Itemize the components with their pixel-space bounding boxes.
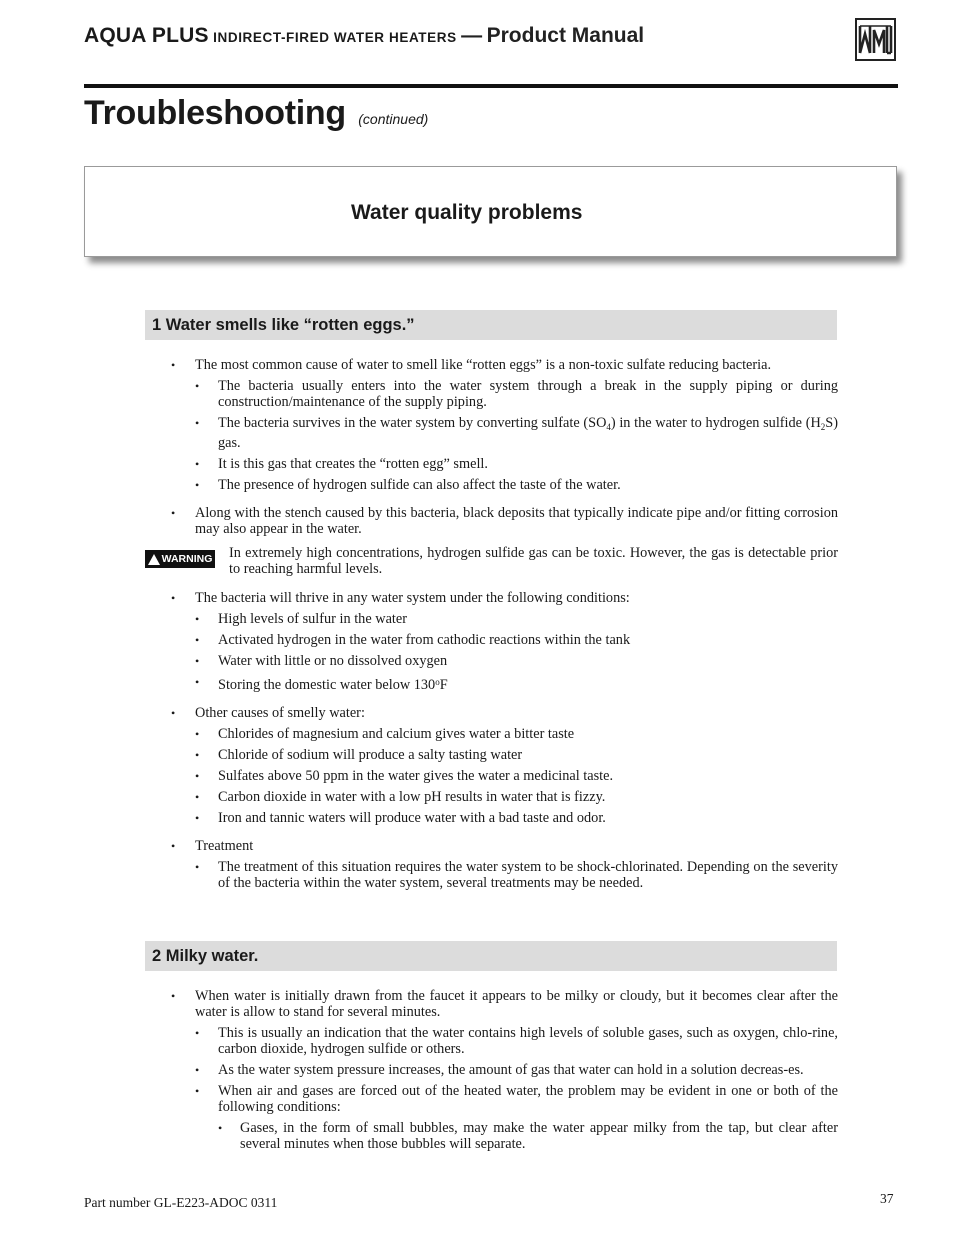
sub-list [195, 611, 838, 693]
list-item: • Carbon dioxide in water with a low pH results in water that is fizzy. [195, 789, 838, 805]
list-item: • Treatment • The treatment of this situation requires the water system to be shock-chlorinated. Depending on the severity of the bacteria within the water system, several treatments may be needed. [171, 838, 838, 891]
part-number: Part number GL-E223-ADOC 0311 [84, 1195, 278, 1210]
list-item: • Chloride of sodium will produce a salty tasting water [195, 747, 838, 763]
list-item: • This is usually an indication that the water contains high levels of soluble gases, such as oxygen, chlo-rine, carbon dioxide, hydrogen sulfide or others. [195, 1025, 838, 1057]
running-header [84, 24, 784, 54]
brand-subtitle: INDIRECT-FIRED WATER HEATERS [213, 30, 457, 45]
list-item: • Chlorides of magnesium and calcium gives water a bitter taste [195, 726, 838, 742]
list-item: • When air and gases are forced out of the heated water, the problem may be evident in one or both of the following conditions: • Gases, in the form of small bubbles, may make the water appear milky from the tap, but clear after several minutes when those bubbles will separate. [195, 1083, 838, 1152]
list-item: • When water is initially drawn from the faucet it appears to be milky or cloudy, but it becomes clear after the water is allow to stand for several minutes. • This is usually an indication that the water contains high levels of soluble gases, such as oxygen, chlo-rine, carbon dioxide, hydrogen sulfide or others. • As the water system pressure increases, the amount of gas that water can hold in a solution decreas-es. • When air and gases are forced out of the heated water, the problem may be evident in one or both of the following conditions: • Gases, in the form of small bubbles, may make the water appear milky from the tap, but clear after several minutes when those bubbles will separate. [171, 988, 838, 1152]
page-title-continued: (continued) [358, 111, 429, 127]
list-item: • Other causes of smelly water: • Chlorides of magnesium and calcium gives water a bitter taste • Chloride of sodium will produce a salty tasting water • Sulfates above 50 ppm in the water gives the water a medicinal taste. • Carbon dioxide in water with a low pH results in water that is fizzy. • Iron and tannic waters will produce water with a bad taste and odor. [171, 705, 838, 826]
list-item: • Water with little or no dissolved oxygen [195, 653, 838, 669]
header-rule [84, 84, 898, 88]
list-item: • The treatment of this situation requires the water system to be shock-chlorinated. Depending on the severity of the bacteria within the water system, several treatments may be needed. [195, 859, 838, 891]
problem-2-heading: 2 Milky water. [145, 941, 837, 971]
section-title: Water quality problems [351, 201, 583, 224]
section-title-box [84, 166, 897, 257]
problem-1-list-b [171, 590, 838, 903]
list-item: • Gases, in the form of small bubbles, may make the water appear milky from the tap, but clear after several minutes when those bubbles will separate. [218, 1120, 838, 1152]
sub-list [195, 1025, 838, 1152]
sub-list [195, 378, 838, 493]
brand-name: AQUA PLUS [84, 24, 209, 47]
list-item: • The bacteria survives in the water system by converting sulfate $(SO_4)$ in the water to hydrogen sulfide $(H_2S)$ gas. [195, 415, 838, 451]
list-item: • Along with the stench caused by this bacteria, black deposits that typically indicate pipe and/or fitting corrosion may also appear in the water. [171, 505, 838, 537]
warning-triangle-icon [148, 554, 160, 565]
page-title-main: Troubleshooting [84, 94, 346, 132]
problem-1-heading: 1 Water smells like “rotten eggs.” [145, 310, 837, 340]
sub-sub-list [218, 1120, 838, 1152]
list-item: • Sulfates above 50 ppm in the water gives the water a medicinal taste. [195, 768, 838, 784]
list-item: • As the water system pressure increases, the amount of gas that water can hold in a solution decreas-es. [195, 1062, 838, 1078]
problem-1-list-a [171, 357, 838, 549]
warning-text: In extremely high concentrations, hydrogen sulfide gas can be toxic. However, the gas is detectable prior to reaching harmful levels. [229, 545, 838, 577]
list-item: • The presence of hydrogen sulfide can also affect the taste of the water. [195, 477, 838, 493]
list-item: • Iron and tannic waters will produce water with a bad taste and odor. [195, 810, 838, 826]
page-title [84, 94, 428, 133]
list-item: • The most common cause of water to smell like “rotten eggs” is a non-toxic sulfate reducing bacteria. • The bacteria usually enters into the water system through a break in the supply piping or during construction/maintenance of the supply piping. • The bacteria survives in the water system by converting sulfate $(SO_4)$ in the water to hydrogen sulfide $(H_2S)$ gas. • It is this gas that creates the “rotten egg” smell. • The presence of hydrogen sulfide can also affect the taste of the water. [171, 357, 838, 493]
header-dash: — [461, 24, 483, 47]
sub-list [195, 859, 838, 891]
warning-badge: WARNING [145, 550, 215, 568]
sub-list [195, 726, 838, 826]
list-item: • The bacteria usually enters into the water system through a break in the supply piping or during construction/maintenance of the supply piping. [195, 378, 838, 410]
list-item: • Storing the domestic water below 130$^o$F [195, 674, 838, 693]
problem-2-list [171, 988, 838, 1164]
list-item: • Activated hydrogen in the water from cathodic reactions within the tank [195, 632, 838, 648]
list-item: • The bacteria will thrive in any water system under the following conditions: • High levels of sulfur in the water • Activated hydrogen in the water from cathodic reactions within the tank • Water with little or no dissolved oxygen • Storing the domestic water below 130$^o$F [171, 590, 838, 693]
list-item: • High levels of sulfur in the water [195, 611, 838, 627]
page-number: 37 [880, 1191, 894, 1206]
list-item: • It is this gas that creates the “rotten egg” smell. [195, 456, 838, 472]
wm-logo-icon [855, 18, 896, 61]
manual-title: Product Manual [486, 24, 645, 47]
